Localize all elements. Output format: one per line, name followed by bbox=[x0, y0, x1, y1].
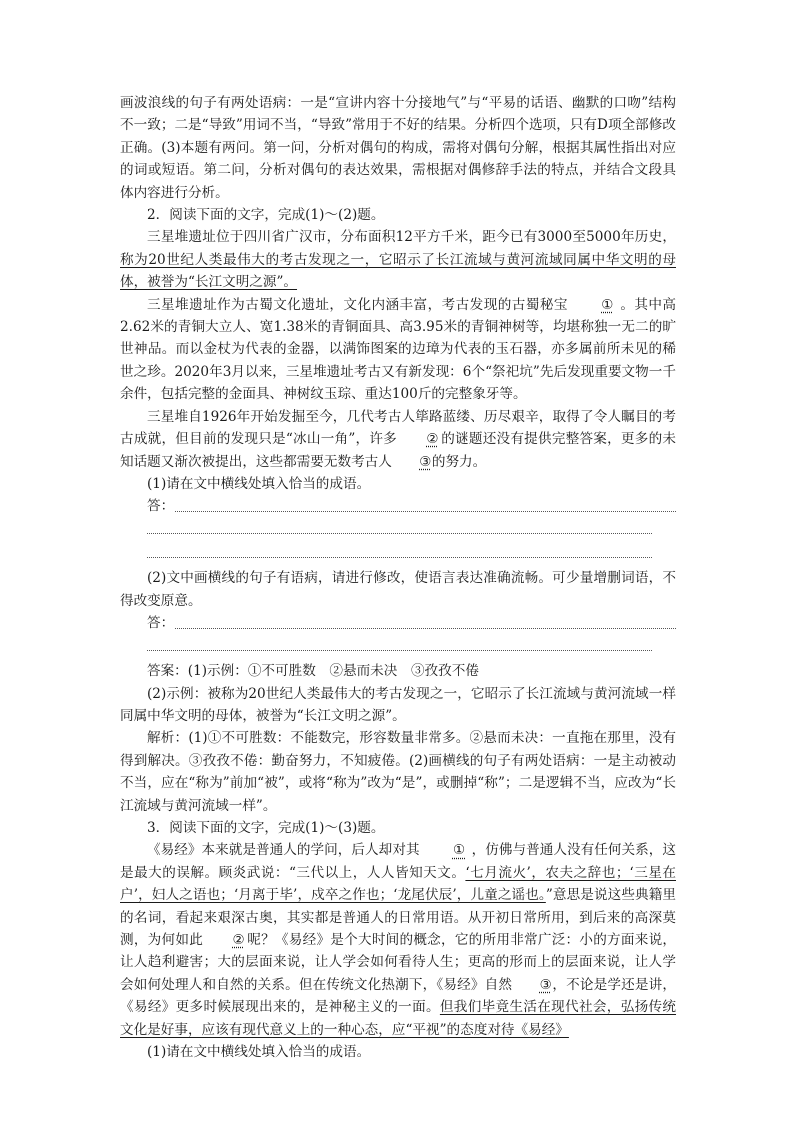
q1-explanation-tail: 画波浪线的句子有两处语病：一是“宣讲内容十分接地气”与“平易的话语、幽默的口吻”结构不一致；二是“导致”用词不当，“导致”常用于不好的结果。分析四个选项，只有D项全部修改正确。(3)本题有两问。第一问，分析对偶句的构成，需将对偶句分解，根据其属性指出对应的词或短语。第二问，分析对偶句的表达效果，需根据对偶修辞手法的特点，并结合文段具体内容进行分析。 bbox=[120, 95, 677, 201]
q2-sub-question-1: (1)请在文中横线处填入恰当的成语。 bbox=[147, 475, 371, 492]
q2-passage-p1: 三星堆遗址位于四川省广汉市，分布面积12平方千米，距今已有3000至5000年历史，称为20世纪人类最伟大的考古发现之一，它昭示了长江流域与黄河流域同属中华文明的母体，被誉为“长江文明之源”。 bbox=[120, 229, 676, 291]
q3-sub-question-1: (1)请在文中横线处填入恰当的成语。 bbox=[147, 1044, 371, 1061]
q2-answer-line-4[interactable] bbox=[120, 612, 676, 636]
q2-explanation: 解析：(1)①不可胜数：不能数完，形容数量非常多。②悬而未决：一直拖在那里，没有得到解决。③孜孜不倦：勤奋努力，不知疲倦。(2)画横线的句子有两处语病：一是主动被动不当，应在“称为”前加“被”，或将“称为”改为“是”，或删掉“称”；二是逻辑不当，应改为“长江流域与黄河流域一样”。 bbox=[120, 730, 676, 814]
q2-answer-line-5[interactable] bbox=[120, 636, 676, 660]
q3-blank-2[interactable]: ② bbox=[232, 932, 245, 948]
q2-blank-2[interactable]: ② bbox=[426, 431, 439, 448]
q2-underlined-sentence: 称为20世纪人类最伟大的考古发现之一，它昭示了长江流域与黄河流域同属中华文明的母体，被誉为“长江文明之源”。 bbox=[120, 251, 676, 291]
answer-label: 答： bbox=[147, 615, 175, 632]
q3-blank-1[interactable]: ① bbox=[452, 842, 466, 859]
q2-passage-p2: 三星堆遗址作为古蜀文化遗址，文化内涵丰富，考古发现的古蜀秘宝 ① 。其中高2.62米的青铜大立人、宽1.38米的青铜面具、高3.95米的青铜神树等，均堪称独一无二的旷世神品。而以金杖为代表的金器，以满饰图案的边璋为代表的玉石器，亦多属前所未见的稀世之珍。2020年3月以来，三星堆遗址考古又有新发现：6个“祭祀坑”先后发现重要文物一千余件，包括完整的金面具、神树纹玉琮、重达100斤的完整象牙等。 bbox=[120, 294, 676, 406]
q3-passage: 《易经》本来就是普通人的学问，后人却对其 ① ，仿佛与普通人没有任何关系，这是最大的误解。顾炎武说：“三代以上，人人皆知天文。‘七月流火’，农夫之辞也；‘三星在户’，妇人之语也；‘月离于毕’，戍卒之作也；‘龙尾伏辰’，儿童之谣也。”意思是说这些典籍里的名词，看起来艰深古奥，其实都是普通人的日常用语。从开初日常所用，到后来的高深莫测，为何如此 ② 呢？《易经》是个大时间的概念，它的所用非常广泛：小的方面来说，让人趋利避害；大的层面来说，让人学会如何看待人生；更高的形而上的层面来说，让人学会如何处理人和自然的关系。但在传统文化热潮下，《易经》自然 ③，不论是学还是讲，《易经》更多时候展现出来的，是神秘主义的一面。但我们毕竟生活在现代社会，弘扬传统文化是好事，应该有现代意义上的一种心态，应“平视”的态度对待《易经》 bbox=[120, 839, 676, 1041]
answer-label: 答： bbox=[147, 498, 175, 515]
dotted-line bbox=[175, 511, 676, 512]
dotted-line bbox=[147, 650, 652, 651]
q2-answer-line-3[interactable] bbox=[120, 543, 676, 567]
q3-heading: 3．阅读下面的文字，完成(1)～(3)题。 bbox=[147, 819, 385, 836]
q2-passage-p3: 三星堆自1926年开始发掘至今，几代考古人筚路蓝缕、历尽艰辛，取得了令人瞩目的考古成就，但目前的发现只是“冰山一角”，许多 ② 的谜题还没有提供完整答案，更多的未知话题又渐次被提出，这些都需要无数考古人 ③的努力。 bbox=[120, 406, 676, 473]
q2-answer-2: (2)示例：被称为20世纪人类最伟大的考古发现之一，它昭示了长江流域与黄河流域一样同属中华文明的母体，被誉为“长江文明之源”。 bbox=[120, 685, 676, 724]
q2-heading: 2．阅读下面的文字，完成(1)～(2)题。 bbox=[147, 207, 385, 224]
dotted-line bbox=[147, 533, 652, 534]
q2-answer-line-1[interactable] bbox=[120, 495, 676, 519]
q3-underlined-quote: ‘七月流火’，农夫之辞也；‘三星在户’，妇人之语也；‘月离于毕’，戍卒之作也；‘龙尾伏辰’，儿童之谣也。 bbox=[120, 864, 676, 904]
document-page bbox=[120, 92, 676, 1063]
q2-blank-3[interactable]: ③ bbox=[419, 453, 432, 470]
q2-answer-1: 答案：(1)示例：①不可胜数 ②悬而未决 ③孜孜不倦 bbox=[147, 663, 479, 680]
q3-underlined-sentence: 但我们毕竟生活在现代社会，弘扬传统文化是好事，应该有现代意义上的一种心态，应“平视”的态度对待《易经》 bbox=[120, 999, 677, 1038]
q2-sub-question-2: (2)文中画横线的句子有语病，请进行修改，使语言表达准确流畅。可少量增删词语，不得改变原意。 bbox=[120, 570, 676, 609]
dotted-line bbox=[175, 628, 676, 629]
dotted-line bbox=[147, 557, 652, 558]
q2-answer-line-2[interactable] bbox=[120, 519, 676, 543]
q2-blank-1[interactable]: ① bbox=[601, 296, 614, 313]
q3-blank-3[interactable]: ③ bbox=[539, 976, 552, 993]
